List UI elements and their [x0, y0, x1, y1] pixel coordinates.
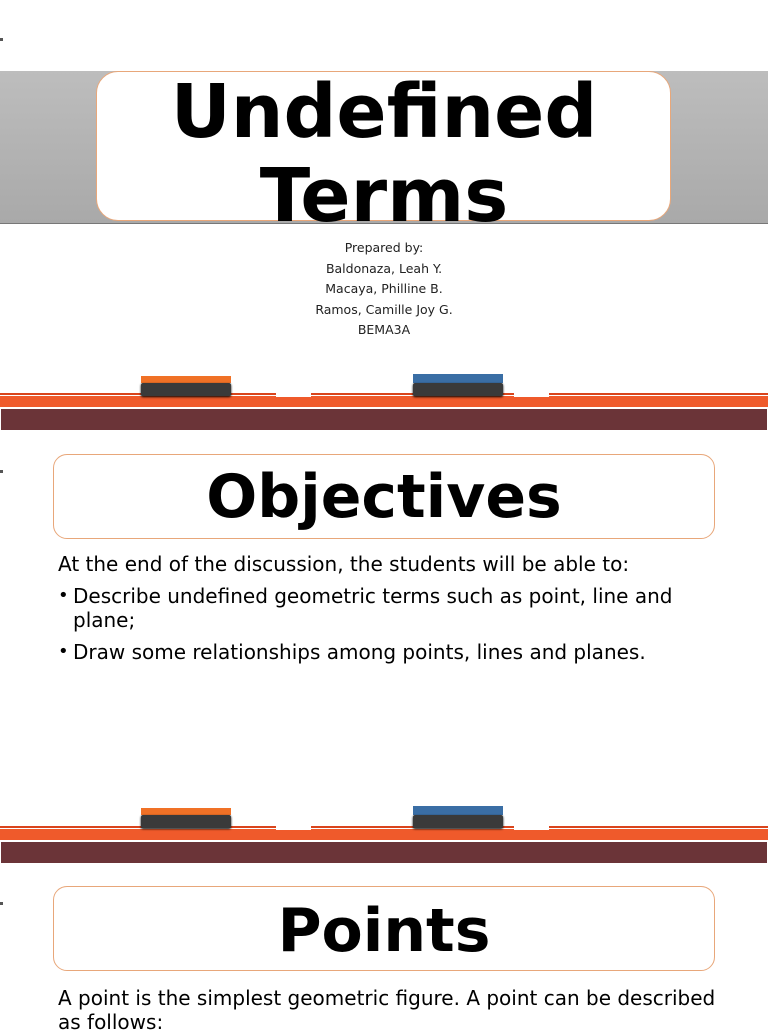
slide-title: Points [277, 896, 491, 966]
slide-points [0, 864, 768, 1034]
section-name: BEMA3A [357, 322, 411, 338]
objectives-list [58, 584, 738, 664]
slide-objectives [0, 432, 768, 864]
prepared-label: Prepared by: [344, 240, 424, 255]
blue-block-shape [413, 806, 503, 828]
slide-marker [0, 38, 3, 41]
slide-title-line-1: Undefined [170, 69, 598, 155]
list-item: • Draw some relationships among points, lines and planes. [58, 640, 738, 664]
orange-block-shape [141, 376, 231, 398]
list-item: • Describe undefined geometric terms such as point, line and plane; [58, 584, 738, 632]
slide-title [0, 0, 768, 432]
slide-body [58, 552, 738, 664]
slide-title-line-2: Terms [259, 153, 509, 239]
author-name: Ramos, Camille Joy G. [315, 301, 453, 317]
slide-body: A point is the simplest geometric figure. A point can be described as follows: [58, 986, 716, 1034]
decorative-rail [0, 826, 768, 866]
prepared-by-block [0, 238, 768, 341]
slide-title: Objectives [206, 462, 562, 532]
blue-block-shape [413, 374, 503, 396]
decorative-rail [0, 393, 768, 433]
intro-text: At the end of the discussion, the students will be able to: [58, 552, 630, 576]
author-name: Baldonaza, Leah Y. [325, 260, 443, 276]
author-name: Macaya, Philline B. [325, 281, 443, 297]
orange-block-shape [141, 808, 231, 830]
